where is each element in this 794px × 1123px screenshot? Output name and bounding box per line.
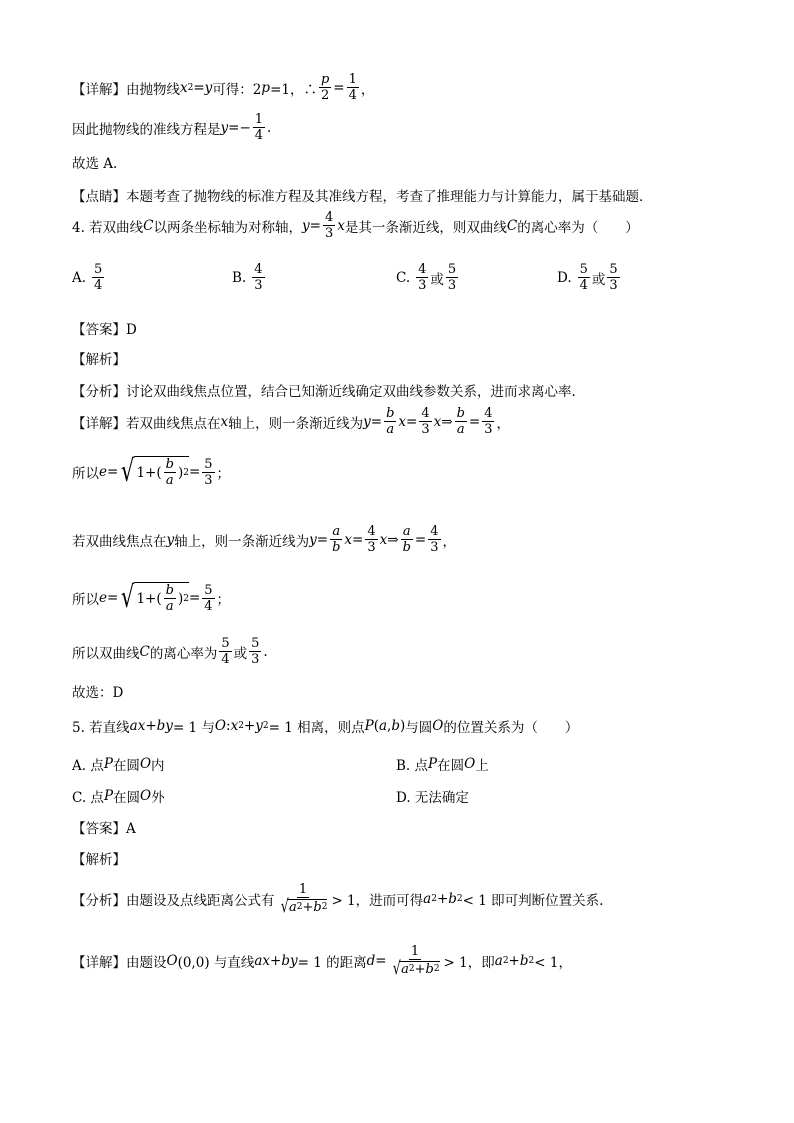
denominator: a xyxy=(386,422,395,437)
math-var: a xyxy=(494,953,503,969)
text: 是其一条渐近线，则双曲线 xyxy=(344,219,507,236)
text: = 1 相离，则点 xyxy=(268,720,365,736)
math-sup: 2 xyxy=(456,894,463,904)
math-var: by xyxy=(281,953,298,969)
math-var: d xyxy=(366,953,376,969)
denominator: 3 xyxy=(484,422,493,437)
answer-4 xyxy=(72,318,137,338)
math-var: O xyxy=(214,718,226,734)
math-var: y xyxy=(255,718,263,734)
text: 若双曲线焦点在 xyxy=(72,533,167,550)
math-sup: 2 xyxy=(183,467,189,478)
text: ) xyxy=(177,464,184,481)
text: 在圆 xyxy=(113,790,141,806)
text: A. 点 xyxy=(72,758,104,774)
math-var: x xyxy=(344,531,353,548)
text: C. 点 xyxy=(72,790,104,806)
numerator: p xyxy=(320,72,330,87)
math-sup: 2 xyxy=(238,721,244,731)
explanation-line-2 xyxy=(72,112,271,143)
math-var: ax xyxy=(129,718,146,734)
option-d[interactable] xyxy=(557,262,622,293)
text: 故选：D xyxy=(72,685,124,701)
math-sup: 2 xyxy=(262,721,269,731)
math-var: x xyxy=(180,79,188,96)
math-var: y xyxy=(204,79,213,96)
option-label: C. xyxy=(396,269,411,286)
text: 故选 A. xyxy=(72,156,118,172)
denominator: b xyxy=(402,540,411,555)
numerator: 5 xyxy=(221,636,230,651)
math-var: y xyxy=(302,217,310,234)
denominator: a xyxy=(165,473,174,488)
math-var: b xyxy=(313,900,322,915)
numerator: 1 xyxy=(254,112,264,127)
math-op: =− xyxy=(228,119,251,136)
analysis-5 xyxy=(72,848,126,868)
fraction xyxy=(455,406,467,437)
math-var: a xyxy=(401,962,409,977)
text: 在圆 xyxy=(437,758,465,774)
math-var: a xyxy=(423,891,432,907)
text: 外 xyxy=(151,790,165,806)
numerator: 5 xyxy=(94,262,103,277)
math-var: y xyxy=(309,531,317,548)
fraction xyxy=(164,583,176,614)
denominator: b xyxy=(332,540,341,555)
numerator: b xyxy=(165,457,174,472)
denominator: a xyxy=(456,422,465,437)
detail-5 xyxy=(72,944,572,978)
denominator: 3 xyxy=(609,278,618,293)
denominator: 3 xyxy=(254,278,263,293)
text: D. 无法确定 xyxy=(396,790,469,806)
fraction xyxy=(277,882,330,916)
math-op: + xyxy=(436,891,449,907)
text: = 1 的距离 xyxy=(297,955,367,971)
math-sup: 2 xyxy=(187,82,194,93)
text: 的离心率为（ ） xyxy=(517,219,639,236)
text: , xyxy=(387,718,392,734)
math-op: = xyxy=(107,590,119,606)
text: =1，∴ xyxy=(270,81,317,98)
math-op: + xyxy=(302,900,314,915)
math-op: + xyxy=(243,718,256,734)
math-var: x xyxy=(337,217,345,234)
fraction xyxy=(389,944,442,978)
math-var: x xyxy=(433,413,442,430)
numerator: 5 xyxy=(609,262,618,277)
text: 【详解】若双曲线焦点在 xyxy=(72,415,221,432)
math-op: + xyxy=(508,953,520,969)
math-var: a xyxy=(288,900,297,915)
math-op: = xyxy=(107,464,119,480)
math-var: P xyxy=(103,788,114,804)
math-var: P xyxy=(364,718,374,734)
denominator: 3 xyxy=(421,422,430,437)
text: > 1，进而可得 xyxy=(331,893,424,909)
math-var: O xyxy=(432,718,444,734)
math-op: = xyxy=(414,531,427,548)
fraction xyxy=(164,457,176,488)
denominator: 3 xyxy=(251,652,260,667)
denominator: 3 xyxy=(324,226,334,241)
option-label: D. xyxy=(557,269,572,286)
text: ) xyxy=(177,590,184,607)
math-op: = xyxy=(309,217,321,234)
option-a[interactable] xyxy=(72,262,106,293)
text: . xyxy=(267,119,272,136)
fraction xyxy=(92,262,104,293)
option-c[interactable] xyxy=(396,262,460,293)
text: 【解析】 xyxy=(72,852,126,868)
numerator: b xyxy=(165,583,174,598)
text: ； xyxy=(216,592,231,608)
result-2 xyxy=(72,582,230,614)
denominator: 3 xyxy=(418,278,427,293)
text: 5. 若直线 xyxy=(72,720,130,736)
text: 1+( xyxy=(136,590,162,607)
denominator: 3 xyxy=(204,472,213,488)
math-sup: 2 xyxy=(528,956,535,966)
detail-4-y xyxy=(72,524,456,555)
math-var: O xyxy=(166,953,178,969)
detail-4-x xyxy=(72,406,510,437)
denominator: √ a 2 + b 2 xyxy=(280,896,328,917)
answer-5 xyxy=(72,817,136,837)
fraction xyxy=(202,583,214,614)
math-op: = xyxy=(316,531,329,548)
text: < 1 即可判断位置关系. xyxy=(462,893,604,909)
option-label: A. xyxy=(72,269,87,286)
math-sup: 2 xyxy=(431,894,437,904)
result-3 xyxy=(72,636,268,667)
sqrt: √ 1+( $\frac{b}{a}$ ) 2 xyxy=(121,580,189,615)
numerator: a xyxy=(402,524,411,539)
math-var: C xyxy=(506,217,518,234)
text: < 1， xyxy=(534,955,572,971)
text: 【答案】A xyxy=(72,821,136,837)
fraction xyxy=(419,406,431,437)
explanation-line-1 xyxy=(72,72,374,103)
fraction xyxy=(578,262,590,293)
text: ， xyxy=(442,533,456,550)
fraction xyxy=(401,524,413,555)
math-var: y xyxy=(220,119,229,136)
text: ( xyxy=(373,718,379,734)
text: 在圆 xyxy=(112,758,140,774)
text: 【分析】讨论双曲线焦点位置，结合已知渐近线确定双曲线参数关系，进而求离心率. xyxy=(72,384,576,400)
numerator: 4 xyxy=(484,406,493,421)
text: 因此抛物线的准线方程是 xyxy=(72,121,221,138)
text: B. 点 xyxy=(396,758,429,774)
text: 所以双曲线 xyxy=(72,645,140,662)
fraction xyxy=(365,524,377,555)
math-var: O xyxy=(464,756,476,772)
question-5 xyxy=(72,716,578,736)
text: 或 xyxy=(233,645,248,662)
option-label: B. xyxy=(232,269,247,286)
option-5c[interactable] xyxy=(72,786,165,806)
math-var: C xyxy=(139,643,150,660)
denominator: √ a 2 + b 2 xyxy=(392,958,440,979)
text: 【答案】D xyxy=(72,322,137,338)
math-var: y xyxy=(166,531,175,548)
denominator: 3 xyxy=(367,540,376,555)
numerator: 5 xyxy=(204,456,213,472)
numerator: 4 xyxy=(418,262,427,277)
analysis-note-5 xyxy=(72,882,603,916)
text: 所以 xyxy=(72,466,99,482)
text: 【解析】 xyxy=(72,352,126,368)
text: 或 xyxy=(430,271,444,288)
text: ， xyxy=(496,415,510,432)
numerator: 4 xyxy=(367,524,376,539)
text: 的位置关系为（ ） xyxy=(443,720,579,736)
denominator: 3 xyxy=(430,540,439,555)
math-sup: 2 xyxy=(321,902,328,912)
math-op: ⇒ xyxy=(387,531,399,548)
denominator: a xyxy=(165,599,174,614)
numerator: 4 xyxy=(254,262,263,277)
math-op: = xyxy=(375,953,387,969)
question-4 xyxy=(72,210,639,241)
text: ) xyxy=(399,718,406,734)
text: 所以 xyxy=(72,592,99,608)
math-var: e xyxy=(99,464,107,480)
numerator: 1 xyxy=(298,882,308,897)
math-var: b xyxy=(425,962,434,977)
numerator: b xyxy=(456,406,465,421)
fraction xyxy=(428,524,440,555)
math-sup: 2 xyxy=(408,964,415,974)
denominator: 4 xyxy=(204,598,213,614)
text: 轴上，则一条渐近线为 xyxy=(174,533,310,550)
fraction xyxy=(202,457,214,488)
fraction xyxy=(323,210,335,241)
result-1 xyxy=(72,456,230,488)
denominator: 4 xyxy=(221,652,230,667)
text: 【详解】由抛物线 xyxy=(72,81,180,98)
math-op: ⇒ xyxy=(441,413,453,430)
numerator: 5 xyxy=(251,636,260,651)
text: 【详解】由题设 xyxy=(72,955,167,971)
fraction xyxy=(252,262,264,293)
text: 或 xyxy=(591,271,606,288)
text: 以两条坐标轴为对称轴， xyxy=(153,219,303,236)
text: 1+( xyxy=(136,464,162,481)
text: 【点睛】本题考查了抛物线的标准方程及其准线方程，考查了推理能力与计算能力，属于基础题． xyxy=(72,189,653,205)
fraction xyxy=(416,262,428,293)
numerator: 5 xyxy=(447,262,457,277)
denominator: 4 xyxy=(348,88,357,103)
fraction xyxy=(249,636,261,667)
fraction xyxy=(253,112,265,143)
fraction xyxy=(330,524,342,555)
math-var: by xyxy=(156,718,173,734)
text: > 1，即 xyxy=(443,955,495,971)
math-var: y xyxy=(363,413,371,430)
option-b[interactable] xyxy=(232,262,267,293)
fraction xyxy=(446,262,458,293)
choice-4 xyxy=(72,681,123,701)
comment-line xyxy=(72,185,653,205)
math-op: = xyxy=(193,79,205,96)
fraction xyxy=(347,72,359,103)
text: 可得：2 xyxy=(212,81,262,98)
math-op: = xyxy=(370,413,383,430)
numerator: 5 xyxy=(579,262,588,277)
fraction xyxy=(219,636,231,667)
text: 4. 若双曲线 xyxy=(72,219,144,236)
fraction xyxy=(384,406,396,437)
math-op: = xyxy=(468,413,481,430)
math-var: e xyxy=(99,590,107,606)
math-var: x xyxy=(398,413,407,430)
denominator: 4 xyxy=(254,128,264,143)
math-op: + xyxy=(270,953,282,969)
math-op: + xyxy=(145,718,157,734)
numerator: 1 xyxy=(348,72,357,87)
math-op: = xyxy=(188,464,201,480)
math-var: x xyxy=(379,531,388,548)
choice-line xyxy=(72,152,117,172)
math-op: = xyxy=(333,79,345,96)
math-var: P xyxy=(103,756,113,772)
text: . xyxy=(263,643,268,660)
text: ； xyxy=(216,466,231,482)
fraction xyxy=(607,262,619,293)
analysis-4 xyxy=(72,348,126,368)
text: 上 xyxy=(475,758,489,774)
option-5b[interactable] xyxy=(396,754,489,774)
math-var: x xyxy=(220,413,229,430)
math-var: C xyxy=(143,217,154,234)
math-op: = xyxy=(188,590,201,606)
math-op: + xyxy=(414,962,426,977)
numerator: a xyxy=(332,524,341,539)
numerator: 1 xyxy=(410,944,420,959)
denominator: 3 xyxy=(447,278,457,293)
analysis-note-4 xyxy=(72,380,576,400)
text: = 1 与 xyxy=(172,720,215,736)
numerator: 5 xyxy=(204,582,213,598)
math-var: a xyxy=(378,718,388,734)
denominator: 2 xyxy=(320,88,330,103)
option-5d[interactable] xyxy=(396,786,469,806)
math-var: ax xyxy=(254,953,271,969)
text: 的离心率为 xyxy=(149,645,218,662)
text: ， xyxy=(360,81,375,98)
fraction xyxy=(319,72,331,103)
sqrt: √ 1+( $\frac{b}{a}$ ) 2 xyxy=(121,454,189,489)
math-var: p xyxy=(261,79,271,96)
math-var: b xyxy=(391,718,400,734)
math-op: : xyxy=(226,718,231,734)
math-op: = xyxy=(406,413,418,430)
numerator: 4 xyxy=(324,210,334,225)
text: (0,0) 与直线 xyxy=(177,955,255,971)
numerator: b xyxy=(386,406,395,421)
option-5a[interactable] xyxy=(72,754,165,774)
text: 轴上，则一条渐近线为 xyxy=(228,415,364,432)
math-sup: 2 xyxy=(296,902,303,912)
denominator: 4 xyxy=(579,278,588,293)
numerator: 4 xyxy=(421,406,430,421)
math-var: O xyxy=(140,788,152,804)
text: 与圆 xyxy=(405,720,433,736)
fraction xyxy=(482,406,494,437)
text: 内 xyxy=(151,758,165,774)
math-var: b xyxy=(519,953,529,969)
math-var: P xyxy=(428,756,438,772)
text: 【分析】由题设及点线距离公式有 xyxy=(72,893,275,909)
math-op: = xyxy=(352,531,364,548)
denominator: 4 xyxy=(94,278,103,293)
numerator: 4 xyxy=(430,524,439,539)
math-var: b xyxy=(448,891,457,907)
math-sup: 2 xyxy=(433,964,440,974)
math-sup: 2 xyxy=(502,956,509,966)
math-var: x xyxy=(230,718,239,734)
math-var: O xyxy=(139,756,152,772)
math-sup: 2 xyxy=(183,593,189,604)
